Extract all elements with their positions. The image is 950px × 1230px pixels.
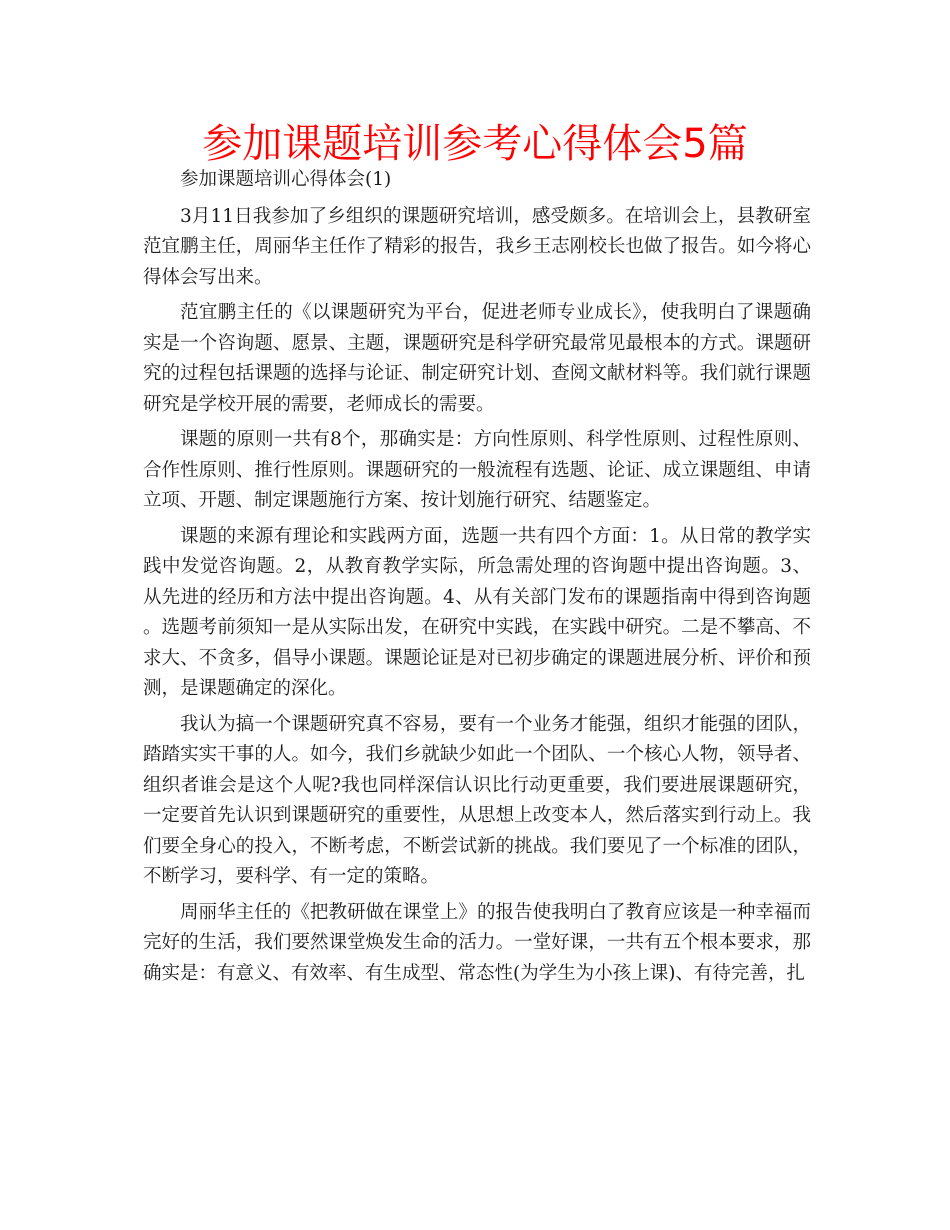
paragraph: 范宜鹏主任的《以课题研究为平台，促进老师专业成长》，使我明白了课题确实是一个咨询题、愿景、主题，课题研究是科学研究最常见最根本的方式。课题研究的过程包括课题的选择与论证、制定研究计划、查阅文献材料等。我们就行课题研究是学校开展的需要，老师成长的需要。	[143, 302, 811, 415]
paragraph: 课题的来源有理论和实践两方面，选题一共有四个方面：1。从日常的教学实践中发觉咨询题。2，从教育教学实际，所急需处理的咨询题中提出咨询题。3、从先进的经历和方法中提出咨询题。4、从有关部门发布的课题指南中得到咨询题。选题考前须知一是从实际出发，在研究中实践，在实践中研究。二是不攀高、不求大、不贪多，倡导小课题。课题论证是对已初步确定的课题进展分析、评价和预测，是课题确定的深化。	[143, 525, 811, 699]
document-body	[143, 165, 811, 994]
paragraph: 周丽华主任的《把教研做在课堂上》的报告使我明白了教育应该是一种幸福而完好的生活，我们要然课堂焕发生命的活力。一堂好课，一共有五个根本要求，那确实是：有意义、有效率、有生成型、常态性(为学生为小孩上课)、有待完善，扎	[143, 901, 811, 984]
section-heading: 参加课题培训心得体会(1)	[180, 169, 392, 190]
paragraph: 3月11日我参加了乡组织的课题研究培训，感受颇多。在培训会上，县教研室范宜鹏主任，周丽华主任作了精彩的报告，我乡王志刚校长也做了报告。如今将心得体会写出来。	[143, 205, 811, 288]
document-title: 参加课题培训参考心得体会5篇	[202, 121, 748, 167]
paragraph: 课题的原则一共有8个，那确实是：方向性原则、科学性原则、过程性原则、合作性原则、推行性原则。课题研究的一般流程有选题、论证、成立课题组、申请立项、开题、制定课题施行方案、按计划施行研究、结题鉴定。	[143, 429, 811, 511]
paragraph: 我认为搞一个课题研究真不容易，要有一个业务才能强，组织才能强的团队，踏踏实实干事的人。如今，我们乡就缺少如此一个团队、一个核心人物，领导者、组织者谁会是这个人呢?我也同样深信认识比行动更重要，我们要进展课题研究，一定要首先认识到课题研究的重要性，从思想上改变本人，然后落实到行动上。我们要全身心的投入，不断考虑，不断尝试新的挑战。我们要见了一个标准的团队，不断学习，要科学、有一定的策略。	[143, 713, 811, 887]
